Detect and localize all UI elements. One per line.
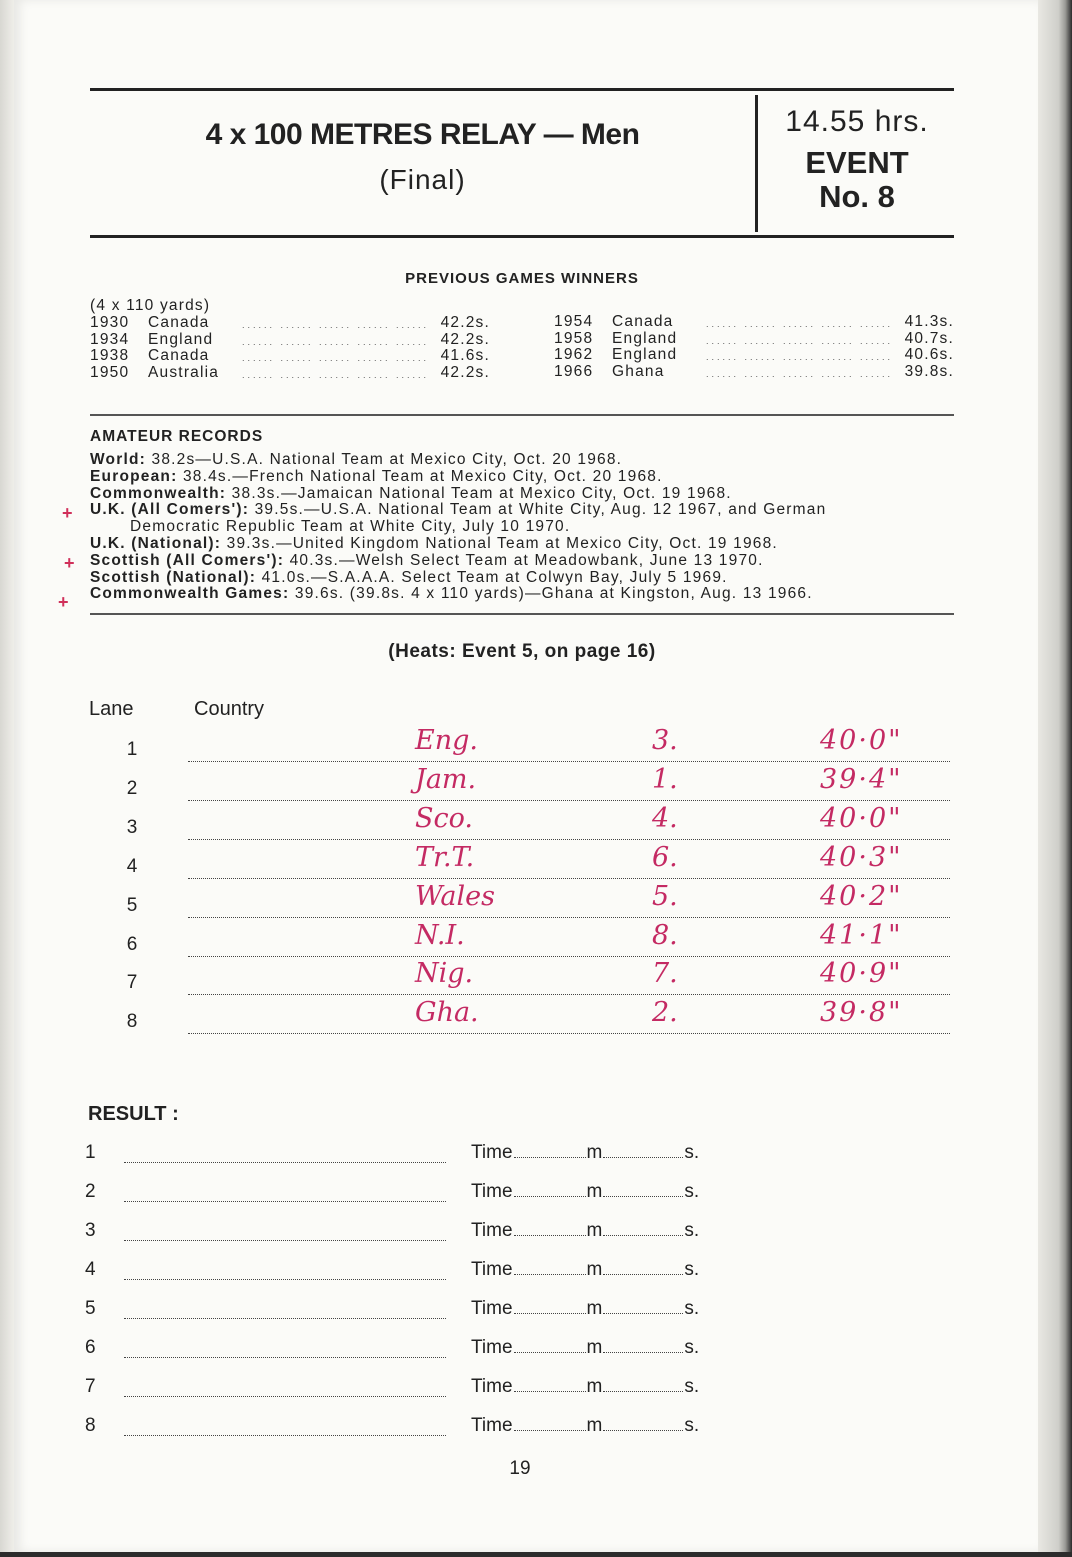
winner-time: 42.2s. bbox=[440, 330, 490, 348]
record-label: Commonwealth: bbox=[90, 484, 227, 502]
winner-year: 1938 bbox=[90, 347, 130, 364]
entry-line bbox=[188, 878, 950, 879]
record-label: European: bbox=[90, 467, 178, 485]
result-position: 2 bbox=[85, 1181, 96, 1202]
records-bottom-rule bbox=[90, 613, 954, 615]
header-bottom-rule bbox=[90, 235, 954, 238]
handwritten-place: 7. bbox=[652, 958, 678, 989]
minutes-line bbox=[514, 1377, 586, 1392]
record-label: U.K. (National): bbox=[90, 534, 222, 552]
lane-number: 8 bbox=[126, 1011, 138, 1032]
record-text: Democratic Republic Team at White City, July 10 1970. bbox=[130, 518, 571, 536]
page-number: 19 bbox=[509, 1458, 531, 1479]
minutes-label: m bbox=[586, 1376, 603, 1397]
handwritten-place: 8. bbox=[652, 920, 678, 951]
record-line bbox=[90, 536, 960, 553]
result-position: 6 bbox=[85, 1337, 96, 1358]
time-label: Time bbox=[471, 1220, 513, 1241]
result-time-field bbox=[471, 1415, 699, 1437]
leader-dots: ...... ...... ...... ...... ...... bbox=[242, 320, 430, 330]
winner-country: Canada bbox=[148, 314, 210, 331]
lane-number: 3 bbox=[126, 817, 138, 838]
record-text: 38.4s.—French National Team at Mexico City, Oct. 20 1968. bbox=[177, 467, 663, 485]
result-row bbox=[0, 1220, 1000, 1259]
winner-country: England bbox=[612, 329, 678, 347]
winner-country: Ghana bbox=[612, 362, 665, 380]
seconds-line bbox=[603, 1260, 683, 1275]
record-text: 39.5s.—U.S.A. National Team at White City, Aug. 12 1967, and German bbox=[249, 501, 827, 519]
record-label: Scottish (All Comers'): bbox=[90, 551, 285, 569]
handwritten-time: 39·4" bbox=[820, 764, 903, 795]
minutes-label: m bbox=[586, 1142, 603, 1163]
minutes-line bbox=[514, 1338, 586, 1353]
record-text: 39.3s.—United Kingdom National Team at Mexico City, Oct. 19 1968. bbox=[221, 534, 778, 552]
winner-time: 42.2s. bbox=[440, 314, 490, 331]
lane-number: 5 bbox=[126, 895, 138, 916]
handwritten-time: 40·3" bbox=[820, 842, 903, 873]
winners-right-column bbox=[554, 314, 954, 380]
result-position: 4 bbox=[85, 1259, 96, 1280]
book-spine bbox=[1038, 0, 1072, 1557]
result-entry-line bbox=[124, 1396, 446, 1397]
handwritten-country: Wales bbox=[415, 881, 495, 912]
result-row bbox=[0, 1298, 1000, 1337]
winner-time: 42.2s. bbox=[440, 363, 490, 381]
seconds-line bbox=[603, 1377, 683, 1392]
result-entry-line bbox=[124, 1279, 446, 1280]
leader-dots: ...... ...... ...... ...... ...... bbox=[706, 352, 894, 362]
handwritten-time: 40·2" bbox=[820, 881, 903, 912]
header-divider bbox=[755, 95, 758, 232]
winner-country: England bbox=[612, 346, 678, 363]
handwritten-time: 40·9" bbox=[820, 958, 903, 989]
seconds-label: s. bbox=[684, 1181, 700, 1202]
result-position: 7 bbox=[85, 1376, 96, 1397]
winner-year: 1962 bbox=[554, 346, 594, 363]
minutes-label: m bbox=[586, 1220, 603, 1241]
leader-dots: ...... ...... ...... ...... ...... bbox=[242, 353, 430, 363]
winner-country: Canada bbox=[148, 347, 210, 364]
leader-dots: ...... ...... ...... ...... ...... bbox=[706, 335, 894, 346]
leader-dots: ...... ...... ...... ...... ...... bbox=[706, 368, 894, 379]
minutes-label: m bbox=[586, 1181, 603, 1202]
handwritten-place: 4. bbox=[652, 803, 678, 834]
handwritten-country: Nig. bbox=[415, 958, 474, 989]
winner-row bbox=[90, 365, 500, 382]
time-label: Time bbox=[471, 1298, 513, 1319]
amateur-records-list bbox=[90, 452, 960, 603]
previous-winners-title: PREVIOUS GAMES WINNERS bbox=[405, 270, 639, 287]
time-label: Time bbox=[471, 1376, 513, 1397]
winner-year: 1934 bbox=[90, 330, 130, 348]
seconds-label: s. bbox=[684, 1337, 700, 1358]
result-position: 5 bbox=[85, 1298, 96, 1319]
seconds-line bbox=[603, 1299, 683, 1314]
record-text: 38.3s.—Jamaican National Team at Mexico City, Oct. 19 1968. bbox=[226, 484, 732, 502]
record-label: Scottish (National): bbox=[90, 568, 257, 586]
handwritten-time: 39·8" bbox=[820, 997, 903, 1028]
record-line bbox=[90, 486, 960, 503]
record-line-continued bbox=[90, 519, 960, 536]
result-time-field bbox=[471, 1298, 699, 1320]
lane-number: 1 bbox=[126, 739, 138, 760]
minutes-line bbox=[514, 1182, 586, 1197]
record-line bbox=[90, 469, 960, 486]
lane-number: 2 bbox=[126, 778, 138, 799]
minutes-line bbox=[514, 1221, 586, 1236]
minutes-label: m bbox=[586, 1298, 603, 1319]
result-row bbox=[0, 1181, 1000, 1220]
time-label: Time bbox=[471, 1259, 513, 1280]
result-entry-line bbox=[124, 1240, 446, 1241]
winner-row bbox=[554, 347, 954, 364]
winner-country: Australia bbox=[148, 363, 220, 381]
header-top-rule bbox=[90, 88, 954, 91]
result-time-field bbox=[471, 1181, 699, 1203]
result-title: RESULT : bbox=[88, 1103, 179, 1125]
seconds-label: s. bbox=[684, 1259, 700, 1280]
minutes-line bbox=[514, 1299, 586, 1314]
seconds-label: s. bbox=[684, 1298, 700, 1319]
seconds-line bbox=[603, 1221, 683, 1236]
lane-number: 7 bbox=[126, 972, 138, 993]
handwritten-country: N.I. bbox=[415, 920, 465, 951]
result-entry-line bbox=[124, 1201, 446, 1202]
result-row bbox=[0, 1142, 1000, 1181]
leader-dots: ...... ...... ...... ...... ...... bbox=[242, 369, 430, 380]
seconds-line bbox=[603, 1182, 683, 1197]
minutes-label: m bbox=[586, 1259, 603, 1280]
winner-time: 40.7s. bbox=[904, 329, 954, 347]
entry-line bbox=[188, 1033, 950, 1034]
result-time-field bbox=[471, 1142, 699, 1164]
page-bottom-edge bbox=[0, 1552, 1072, 1557]
handwritten-country: Sco. bbox=[415, 803, 473, 834]
result-entry-line bbox=[124, 1162, 446, 1163]
previous-winners-note: (4 x 110 yards) bbox=[90, 297, 211, 314]
records-top-rule bbox=[90, 414, 954, 416]
result-row bbox=[0, 1376, 1000, 1415]
winner-row bbox=[90, 332, 500, 349]
entry-line bbox=[188, 800, 950, 801]
record-line bbox=[90, 586, 960, 603]
result-time-field bbox=[471, 1337, 699, 1359]
record-text: 38.2s—U.S.A. National Team at Mexico City, Oct. 20 1968. bbox=[146, 451, 623, 468]
time-label: Time bbox=[471, 1415, 513, 1436]
winner-row bbox=[554, 364, 954, 381]
record-text: 39.6s. (39.8s. 4 x 110 yards)—Ghana at Kingston, Aug. 13 1966. bbox=[289, 585, 813, 603]
time-label: Time bbox=[471, 1337, 513, 1358]
result-position: 8 bbox=[85, 1415, 96, 1436]
result-position: 1 bbox=[85, 1142, 96, 1163]
winner-row bbox=[554, 314, 954, 331]
winner-year: 1930 bbox=[90, 314, 130, 331]
handwritten-mark: + bbox=[58, 592, 69, 612]
result-row bbox=[0, 1259, 1000, 1298]
entry-line bbox=[188, 956, 950, 957]
winner-year: 1954 bbox=[554, 313, 594, 330]
winner-time: 41.3s. bbox=[904, 313, 954, 330]
winner-country: England bbox=[148, 330, 214, 348]
record-text: 40.3s.—Welsh Select Team at Meadowbank, June 13 1970. bbox=[284, 551, 764, 569]
country-header: Country bbox=[194, 698, 265, 720]
result-time-field bbox=[471, 1259, 699, 1281]
winner-year: 1950 bbox=[90, 363, 130, 381]
result-entry-line bbox=[124, 1318, 446, 1319]
handwritten-mark: + bbox=[64, 553, 75, 573]
minutes-label: m bbox=[586, 1337, 603, 1358]
seconds-label: s. bbox=[684, 1415, 700, 1436]
record-line bbox=[90, 502, 960, 519]
handwritten-place: 2. bbox=[652, 997, 678, 1028]
seconds-line bbox=[603, 1416, 683, 1431]
seconds-label: s. bbox=[684, 1220, 700, 1241]
record-text: 41.0s.—S.A.A.A. Select Team at Colwyn Bay, July 5 1969. bbox=[256, 568, 728, 586]
handwritten-time: 41·1" bbox=[820, 920, 903, 951]
winner-row bbox=[554, 331, 954, 348]
seconds-label: s. bbox=[684, 1376, 700, 1397]
result-time-field bbox=[471, 1376, 699, 1398]
winners-left-column bbox=[90, 315, 500, 381]
seconds-label: s. bbox=[684, 1142, 700, 1163]
event-label: EVENT bbox=[805, 145, 909, 180]
winner-year: 1966 bbox=[554, 362, 594, 380]
leader-dots: ...... ...... ...... ...... ...... bbox=[706, 319, 894, 329]
event-time: 14.55 hrs. bbox=[785, 105, 929, 138]
time-label: Time bbox=[471, 1142, 513, 1163]
lane-header: Lane bbox=[89, 698, 134, 720]
result-entry-line bbox=[124, 1435, 446, 1436]
lane-number: 6 bbox=[126, 934, 138, 955]
record-line bbox=[90, 570, 960, 587]
minutes-line bbox=[514, 1143, 586, 1158]
minutes-label: m bbox=[586, 1415, 603, 1436]
winner-row bbox=[90, 315, 500, 332]
winner-time: 40.6s. bbox=[904, 346, 954, 363]
result-position: 3 bbox=[85, 1220, 96, 1241]
winner-country: Canada bbox=[612, 313, 674, 330]
winner-year: 1958 bbox=[554, 329, 594, 347]
amateur-records-title: AMATEUR RECORDS bbox=[90, 428, 264, 445]
handwritten-time: 40·0" bbox=[820, 803, 903, 834]
winner-time: 41.6s. bbox=[440, 347, 490, 364]
event-number-block bbox=[760, 146, 954, 214]
heats-note: (Heats: Event 5, on page 16) bbox=[388, 641, 656, 662]
event-number: No. 8 bbox=[819, 179, 895, 214]
seconds-line bbox=[603, 1143, 683, 1158]
handwritten-country: Jam. bbox=[415, 764, 477, 795]
handwritten-country: Tr.T. bbox=[415, 842, 475, 873]
handwritten-place: 6. bbox=[652, 842, 678, 873]
winner-time: 39.8s. bbox=[904, 362, 954, 380]
leader-dots: ...... ...... ...... ...... ...... bbox=[242, 336, 430, 347]
record-label: U.K. (All Comers'): bbox=[90, 501, 250, 519]
handwritten-time: 40·0" bbox=[820, 725, 903, 756]
time-label: Time bbox=[471, 1181, 513, 1202]
handwritten-place: 3. bbox=[652, 725, 678, 756]
handwritten-mark: + bbox=[62, 503, 73, 523]
result-row bbox=[0, 1337, 1000, 1376]
entry-line bbox=[188, 839, 950, 840]
handwritten-country: Eng. bbox=[415, 725, 478, 756]
lane-row bbox=[0, 997, 1000, 1048]
result-time-field bbox=[471, 1220, 699, 1242]
record-label: Commonwealth Games: bbox=[90, 585, 290, 603]
event-title: 4 x 100 METRES RELAY — Men bbox=[205, 118, 640, 151]
record-line bbox=[90, 452, 960, 469]
handwritten-country: Gha. bbox=[415, 997, 479, 1028]
result-row bbox=[0, 1415, 1000, 1454]
lane-number: 4 bbox=[126, 856, 138, 877]
minutes-line bbox=[514, 1260, 586, 1275]
record-line bbox=[90, 553, 960, 570]
handwritten-place: 1. bbox=[652, 764, 678, 795]
record-label: World: bbox=[90, 451, 146, 468]
entry-line bbox=[188, 917, 950, 918]
entry-line bbox=[188, 761, 950, 762]
winner-row bbox=[90, 348, 500, 365]
event-subtitle: (Final) bbox=[379, 164, 466, 195]
result-entry-line bbox=[124, 1357, 446, 1358]
seconds-line bbox=[603, 1338, 683, 1353]
entry-line bbox=[188, 994, 950, 995]
handwritten-place: 5. bbox=[652, 881, 678, 912]
minutes-line bbox=[514, 1416, 586, 1431]
